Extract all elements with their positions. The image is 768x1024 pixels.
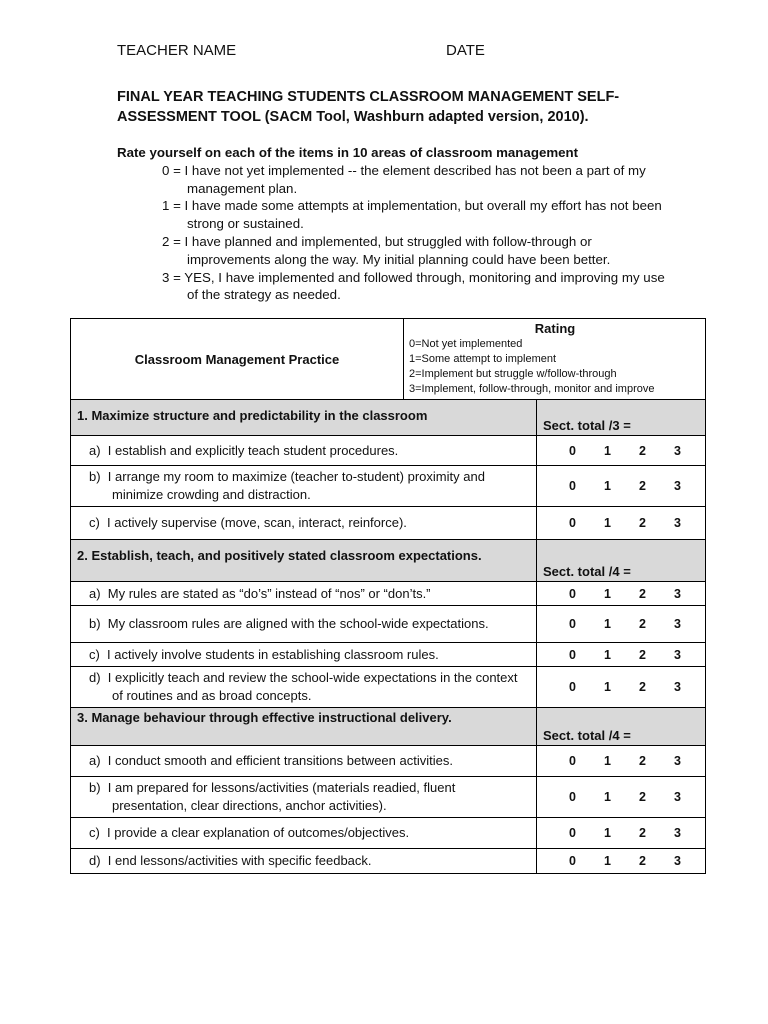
- rating-cell: [537, 777, 706, 818]
- score-3[interactable]: 3: [674, 479, 681, 493]
- rating-cell: [537, 466, 706, 507]
- scale-item-2: 2 = I have planned and implemented, but struggled with follow-through or improvements along the way. My initial planning could have been better.: [162, 233, 611, 267]
- score-2[interactable]: 2: [639, 854, 646, 868]
- score-0[interactable]: 0: [569, 826, 576, 840]
- rating-cell: [537, 667, 706, 708]
- rating-cell: [537, 849, 706, 874]
- document-title: FINAL YEAR TEACHING STUDENTS CLASSROOM MANAGEMENT SELF-ASSESSMENT TOOL (SACM Tool, Washburn adapted version, 2010).: [117, 89, 620, 125]
- score-2[interactable]: 2: [639, 617, 646, 631]
- section-total[interactable]: Sect. total /4 =: [537, 540, 706, 582]
- score-3[interactable]: 3: [674, 586, 681, 601]
- section-title: 3. Manage behaviour through effective instructional delivery.: [71, 708, 537, 746]
- score-3[interactable]: 3: [674, 617, 681, 631]
- rating-key-0: 0=Not yet implemented: [409, 338, 523, 350]
- practice-item: b) I am prepared for lessons/activities (materials readied, fluent presentation, clear directions, anchor activities).: [71, 777, 537, 818]
- date-label: DATE: [446, 42, 485, 59]
- score-0[interactable]: 0: [569, 586, 576, 601]
- score-0[interactable]: 0: [569, 516, 576, 530]
- rating-key-2: 2=Implement but struggle w/follow-through: [409, 368, 617, 380]
- score-1[interactable]: 1: [604, 586, 611, 601]
- practice-item: a) I establish and explicitly teach student procedures.: [71, 436, 537, 466]
- score-options: [537, 754, 705, 768]
- rating-key-1: 1=Some attempt to implement: [409, 353, 557, 365]
- scale-item-0: 0 = I have not yet implemented -- the element described has not been a part of my management plan.: [162, 162, 646, 196]
- table-row: [71, 582, 706, 606]
- table-row: [71, 466, 706, 507]
- score-1[interactable]: 1: [604, 790, 611, 804]
- section-total[interactable]: Sect. total /3 =: [537, 400, 706, 436]
- score-options: [537, 587, 705, 601]
- score-2[interactable]: 2: [639, 647, 646, 662]
- score-options: [537, 479, 705, 493]
- score-0[interactable]: 0: [569, 443, 576, 458]
- rating-cell: [537, 436, 706, 466]
- table-row: [71, 849, 706, 874]
- score-2[interactable]: 2: [639, 516, 646, 530]
- practice-item: d) I explicitly teach and review the school-wide expectations in the context of routines and as broad concepts.: [71, 667, 537, 708]
- rating-title: Rating: [534, 321, 576, 336]
- table-row: [71, 436, 706, 466]
- instructions-lead: Rate yourself on each of the items in 10 areas of classroom management: [117, 145, 579, 160]
- practice-item: c) I actively involve students in establishing classroom rules.: [71, 643, 537, 667]
- table-row: [71, 507, 706, 540]
- practice-item: a) My rules are stated as “do’s” instead of “nos” or “don’ts.”: [71, 582, 537, 606]
- score-options: [537, 854, 705, 868]
- section-row: [71, 708, 706, 746]
- table-row: [71, 667, 706, 708]
- score-0[interactable]: 0: [569, 680, 576, 694]
- practice-item: a) I conduct smooth and efficient transitions between activities.: [71, 746, 537, 777]
- score-3[interactable]: 3: [674, 443, 681, 458]
- score-1[interactable]: 1: [604, 479, 611, 493]
- rating-cell: [537, 582, 706, 606]
- rating-key-3: 3=Implement, follow-through, monitor and improve: [409, 383, 655, 395]
- section-title: 2. Establish, teach, and positively stated classroom expectations.: [71, 540, 537, 582]
- rating-cell: [537, 746, 706, 777]
- table-header-row: [71, 319, 706, 400]
- score-options: [537, 444, 705, 458]
- practice-item: b) I arrange my room to maximize (teacher to-student) proximity and minimize crowding and distraction.: [71, 466, 537, 507]
- rating-cell: [537, 606, 706, 643]
- scale-item-3: 3 = YES, I have implemented and followed through, monitoring and improving my use of the strategy as needed.: [162, 269, 665, 303]
- score-3[interactable]: 3: [674, 680, 681, 694]
- score-1[interactable]: 1: [604, 443, 611, 458]
- score-0[interactable]: 0: [569, 790, 576, 804]
- score-1[interactable]: 1: [604, 516, 611, 530]
- score-options: [537, 826, 705, 840]
- score-2[interactable]: 2: [639, 680, 646, 694]
- score-options: [537, 516, 705, 530]
- score-1[interactable]: 1: [604, 647, 611, 662]
- teacher-name-label: TEACHER NAME: [117, 42, 237, 59]
- rating-column-header: [404, 319, 706, 400]
- table-row: [71, 606, 706, 643]
- score-options: [537, 648, 705, 662]
- score-2[interactable]: 2: [639, 790, 646, 804]
- rating-cell: [537, 643, 706, 667]
- table-row: [71, 818, 706, 849]
- score-3[interactable]: 3: [674, 790, 681, 804]
- score-1[interactable]: 1: [604, 754, 611, 768]
- table-row: [71, 643, 706, 667]
- practice-item: c) I actively supervise (move, scan, interact, reinforce).: [71, 507, 537, 540]
- assessment-table: [70, 318, 706, 874]
- practice-item: c) I provide a clear explanation of outcomes/objectives.: [71, 818, 537, 849]
- score-2[interactable]: 2: [639, 586, 646, 601]
- score-2[interactable]: 2: [639, 479, 646, 493]
- score-1[interactable]: 1: [604, 826, 611, 840]
- practice-item: d) I end lessons/activities with specific feedback.: [71, 849, 537, 874]
- section-row: [71, 540, 706, 582]
- score-1[interactable]: 1: [604, 854, 611, 868]
- section-total[interactable]: Sect. total /4 =: [537, 708, 706, 746]
- score-3[interactable]: 3: [674, 854, 681, 868]
- score-options: [537, 617, 705, 631]
- score-3[interactable]: 3: [674, 826, 681, 840]
- practice-column-header: Classroom Management Practice: [71, 319, 404, 400]
- score-options: [537, 680, 705, 694]
- score-3[interactable]: 3: [674, 516, 681, 530]
- score-0[interactable]: 0: [569, 647, 576, 662]
- score-3[interactable]: 3: [674, 647, 681, 662]
- score-3[interactable]: 3: [674, 754, 681, 768]
- scale-item-1: 1 = I have made some attempts at implementation, but overall my effort has not been strong or sustained.: [162, 198, 662, 232]
- rating-cell: [537, 818, 706, 849]
- score-1[interactable]: 1: [604, 617, 611, 631]
- rating-instructions: [117, 144, 677, 304]
- score-0[interactable]: 0: [569, 854, 576, 868]
- practice-item: b) My classroom rules are aligned with the school-wide expectations.: [71, 606, 537, 643]
- table-row: [71, 746, 706, 777]
- score-options: [537, 790, 705, 804]
- score-2[interactable]: 2: [639, 443, 646, 458]
- score-1[interactable]: 1: [604, 680, 611, 694]
- score-0[interactable]: 0: [569, 754, 576, 768]
- score-0[interactable]: 0: [569, 617, 576, 631]
- rating-cell: [537, 507, 706, 540]
- table-row: [71, 777, 706, 818]
- score-2[interactable]: 2: [639, 826, 646, 840]
- section-row: [71, 400, 706, 436]
- score-2[interactable]: 2: [639, 754, 646, 768]
- score-0[interactable]: 0: [569, 479, 576, 493]
- section-title: 1. Maximize structure and predictability in the classroom: [71, 400, 537, 436]
